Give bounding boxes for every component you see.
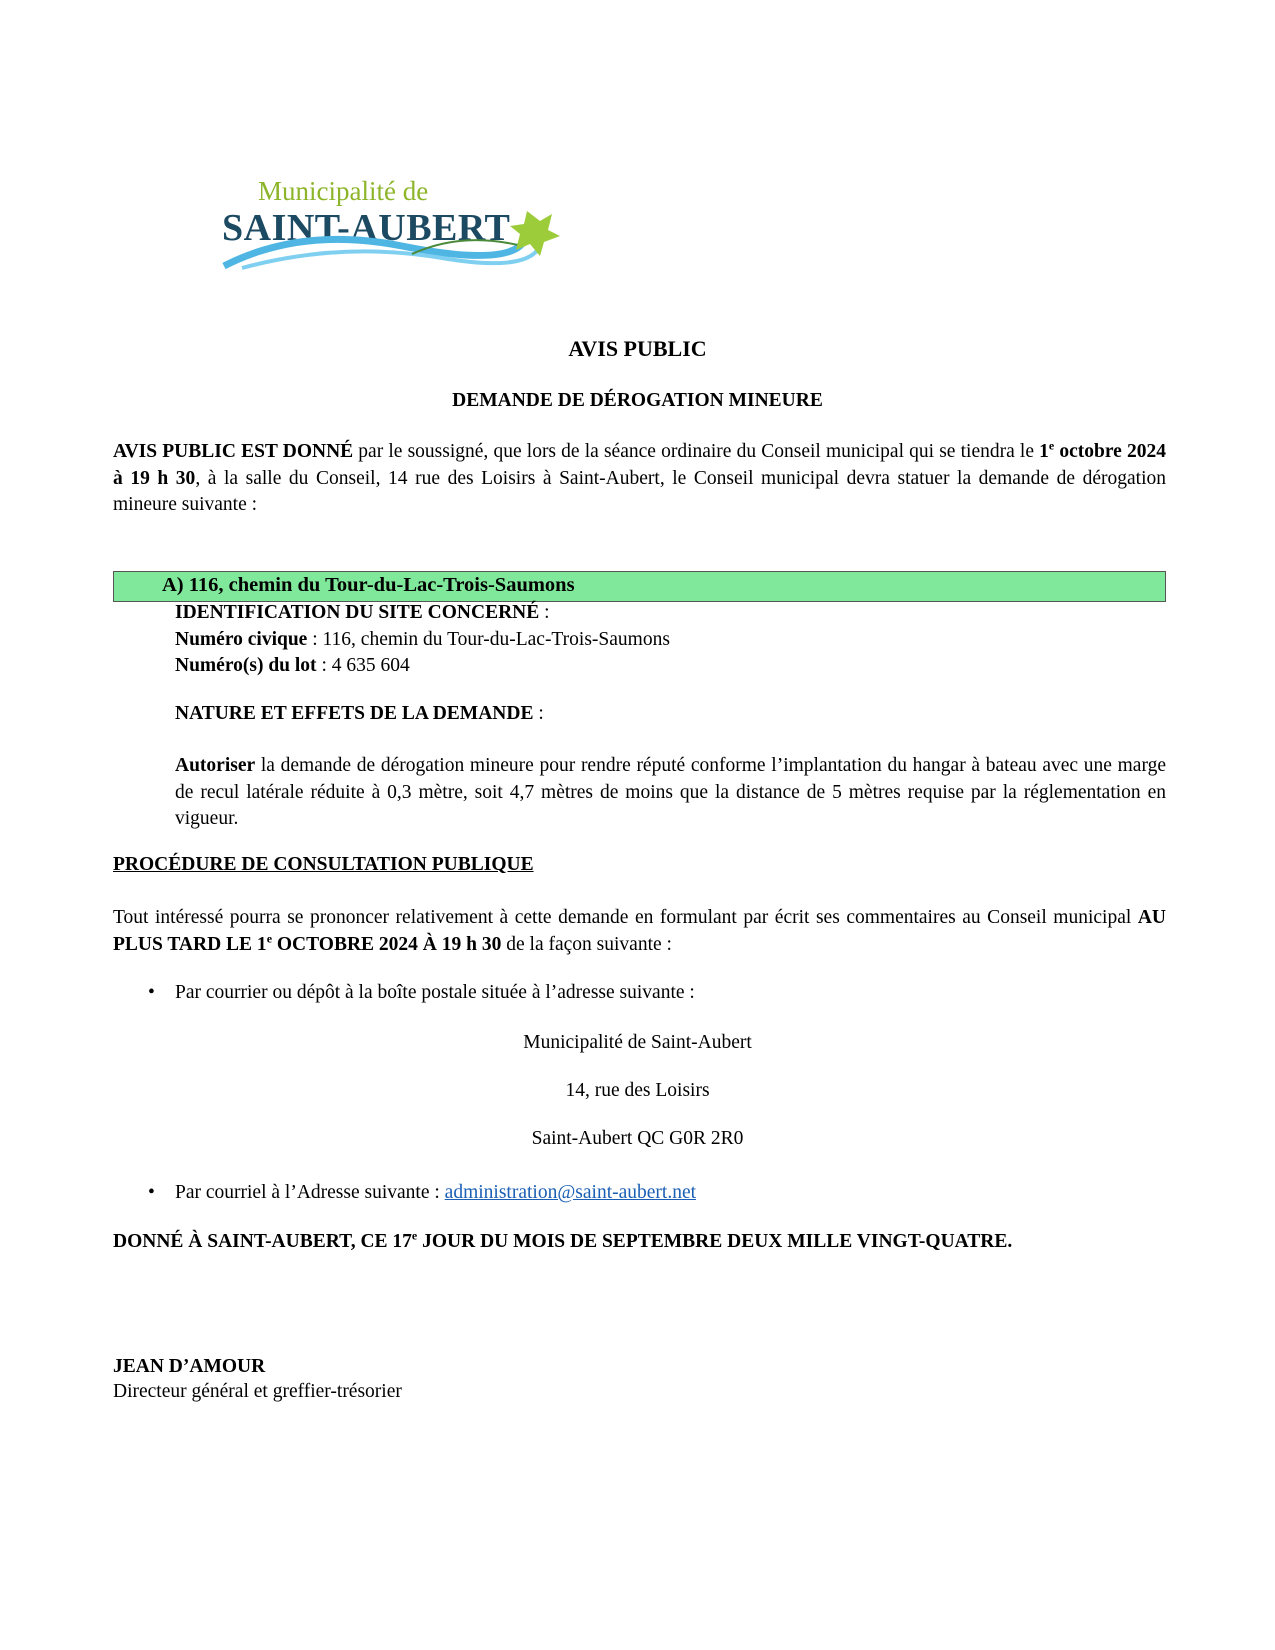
address-line-2: 14, rue des Loisirs [565,1080,710,1101]
signatory-title: Directeur général et greffier-trésorier [113,1381,402,1402]
identification-heading: IDENTIFICATION DU SITE CONCERNÉ [175,602,540,623]
logo-top-text: Municipalité de [258,176,429,206]
address-line-1: Municipalité de Saint-Aubert [523,1032,752,1053]
meeting-date: 1e octobre 2024 à 19 h 30 [113,438,1166,489]
intro-text-2: , à la salle du Conseil, 14 rue des Loisirs à Saint-Aubert, le Conseil municipal devra statuer la demande de dérogation mineure suivante : [113,467,1166,515]
intro-paragraph [113,439,1166,519]
intro-lead: AVIS PUBLIC EST DONNÉ [113,441,354,462]
intro-text: par le soussigné, que lors de la séance ordinaire du Conseil municipal qui se tiendra le [353,441,1040,462]
identification-block: IDENTIFICATION DU SITE CONCERNÉ : Numéro civique : 116, chemin du Tour-du-Lac-Trois-Saumons Numéro(s) du lot : 4 635 604 [175,602,670,676]
email-link[interactable]: administration@saint-aubert.net [444,1182,697,1203]
civic-value: : 116, chemin du Tour-du-Lac-Trois-Saumons [307,628,670,650]
address-line-3: Saint-Aubert QC G0R 2R0 [531,1128,744,1149]
nature-paragraph: Autoriser la demande de dérogation mineure pour rendre réputé conforme l’implantation du hangar à bateau avec une marge de recul latérale réduite à 0,3 mètre, soit 4,7 mètres de moins que la distance de 5 mètres requise par la réglementation en vigueur. [175,755,1166,829]
procedure-paragraph: Tout intéressé pourra se prononcer relativement à cette demande en formulant par écrit ses commentaires au Conseil municipal AU PLUS TARD LE 1e OCTOBRE 2024 À 19 h 30 de la façon suivante : [113,907,1166,955]
nature-heading: NATURE ET EFFETS DE LA DEMANDE : [175,703,544,724]
civic-label: Numéro civique [175,628,308,650]
bullet-email: • Par courriel à l’Adresse suivante : administration@saint-aubert.net [148,1182,697,1203]
page-subtitle: DEMANDE DE DÉROGATION MINEURE [452,390,823,411]
lot-label: Numéro(s) du lot [175,655,317,676]
section-a-title: A) 116, chemin du Tour-du-Lac-Trois-Saumons [162,574,575,596]
signatory-name: JEAN D’AMOUR [113,1356,266,1377]
given-statement: DONNÉ À SAINT-AUBERT, CE 17e JOUR DU MOIS DE SEPTEMBRE DEUX MILLE VINGT-QUATRE. [113,1228,1013,1252]
logo-main-text: SAINT-AUBERT [222,207,511,249]
wave-leaf-icon [222,206,562,286]
page-title: AVIS PUBLIC [568,336,707,361]
lot-value: : 4 635 604 [316,655,410,676]
procedure-heading: PROCÉDURE DE CONSULTATION PUBLIQUE [113,854,534,875]
section-a-banner [113,571,1166,602]
bullet-mail: • Par courrier ou dépôt à la boîte postale située à l’adresse suivante : [148,982,695,1003]
municipality-logo [222,176,562,286]
